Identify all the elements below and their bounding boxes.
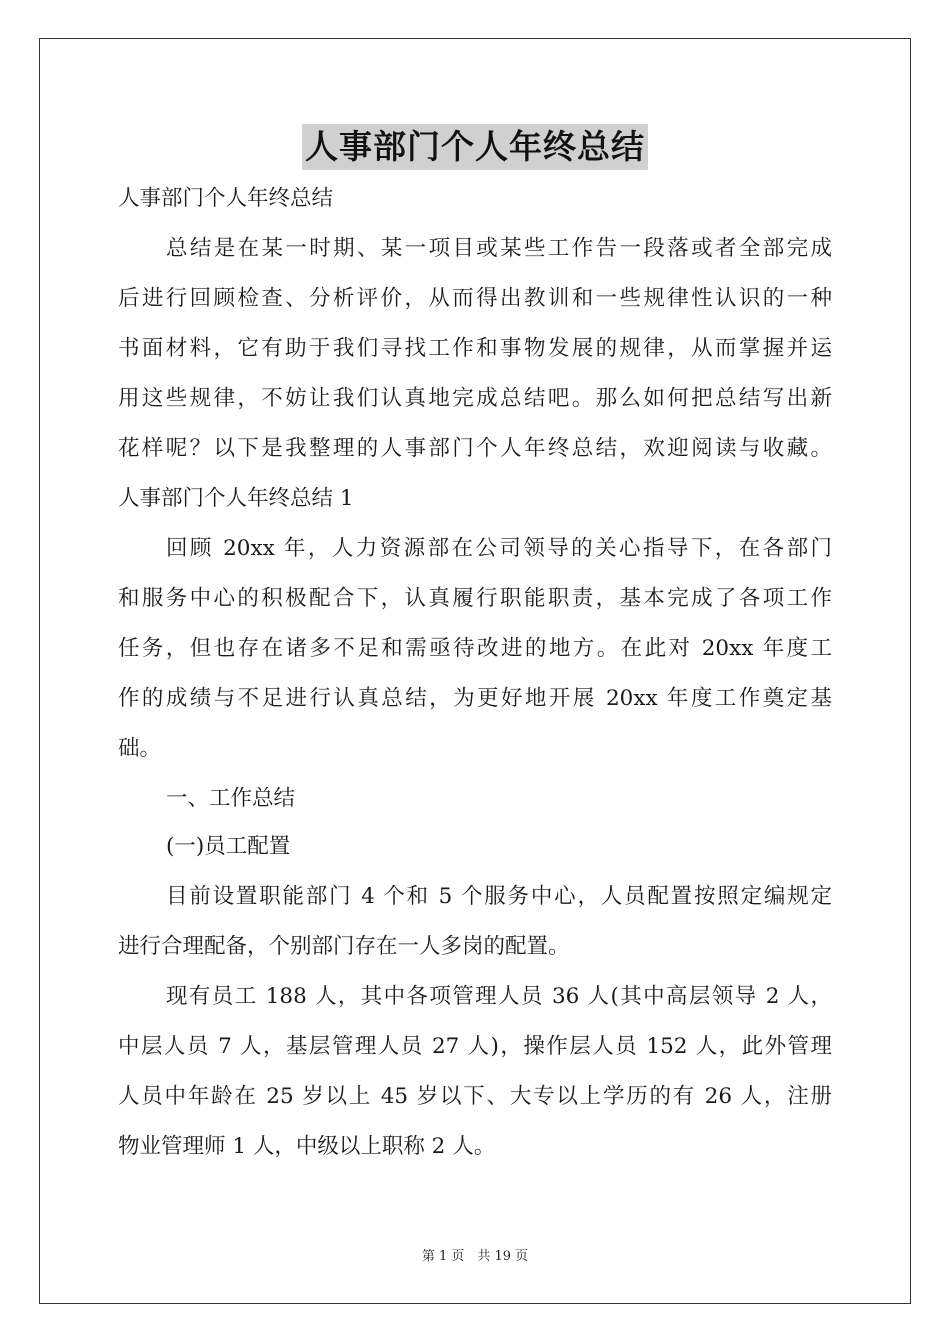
paragraph-line: 回顾 20xx 年，人力资源部在公司领导的关心指导下，在各部门 bbox=[166, 536, 832, 561]
subsection-heading: (一)员工配置 bbox=[166, 834, 291, 859]
paragraph-line: 作的成绩与不足进行认真总结，为更好地开展 20xx 年度工作奠定基 bbox=[118, 686, 832, 711]
paragraph-line: 书面材料，它有助于我们寻找工作和事物发展的规律，从而掌握并运 bbox=[118, 336, 832, 361]
paragraph-line: 物业管理师 1 人，中级以上职称 2 人。 bbox=[118, 1134, 496, 1159]
subtitle-line: 人事部门个人年终总结 bbox=[118, 186, 334, 211]
page-border bbox=[39, 38, 911, 1304]
paragraph-line: 中层人员 7 人，基层管理人员 27 人)，操作层人员 152 人，此外管理 bbox=[118, 1034, 832, 1059]
document-title: 人事部门个人年终总结 bbox=[302, 124, 648, 170]
paragraph-line: 础。 bbox=[118, 736, 162, 761]
paragraph-line: 和服务中心的积极配合下，认真履行职能职责，基本完成了各项工作 bbox=[118, 586, 832, 611]
paragraph-line: 人员中年龄在 25 岁以上 45 岁以下、大专以上学历的有 26 人，注册 bbox=[118, 1084, 832, 1109]
paragraph-line: 用这些规律，不妨让我们认真地完成总结吧。那么如何把总结写出新 bbox=[118, 386, 832, 411]
section-heading: 一、工作总结 bbox=[166, 786, 296, 811]
paragraph-line: 花样呢？以下是我整理的人事部门个人年终总结，欢迎阅读与收藏。 bbox=[118, 436, 832, 461]
paragraph-line: 总结是在某一时期、某一项目或某些工作告一段落或者全部完成 bbox=[166, 236, 832, 261]
paragraph-line: 现有员工 188 人，其中各项管理人员 36 人(其中高层领导 2 人， bbox=[166, 984, 832, 1009]
title-container bbox=[0, 124, 950, 170]
paragraph-line: 任务，但也存在诸多不足和需亟待改进的地方。在此对 20xx 年度工 bbox=[118, 636, 832, 661]
paragraph-line: 后进行回顾检查、分析评价，从而得出教训和一些规律性认识的一种 bbox=[118, 286, 832, 311]
section-heading: 人事部门个人年终总结 1 bbox=[118, 486, 354, 511]
paragraph-line: 进行合理配备，个别部门存在一人多岗的配置。 bbox=[118, 934, 570, 959]
paragraph-line: 目前设置职能部门 4 个和 5 个服务中心，人员配置按照定编规定 bbox=[166, 884, 832, 909]
page-footer: 第 1 页 共 19 页 bbox=[421, 1249, 529, 1264]
